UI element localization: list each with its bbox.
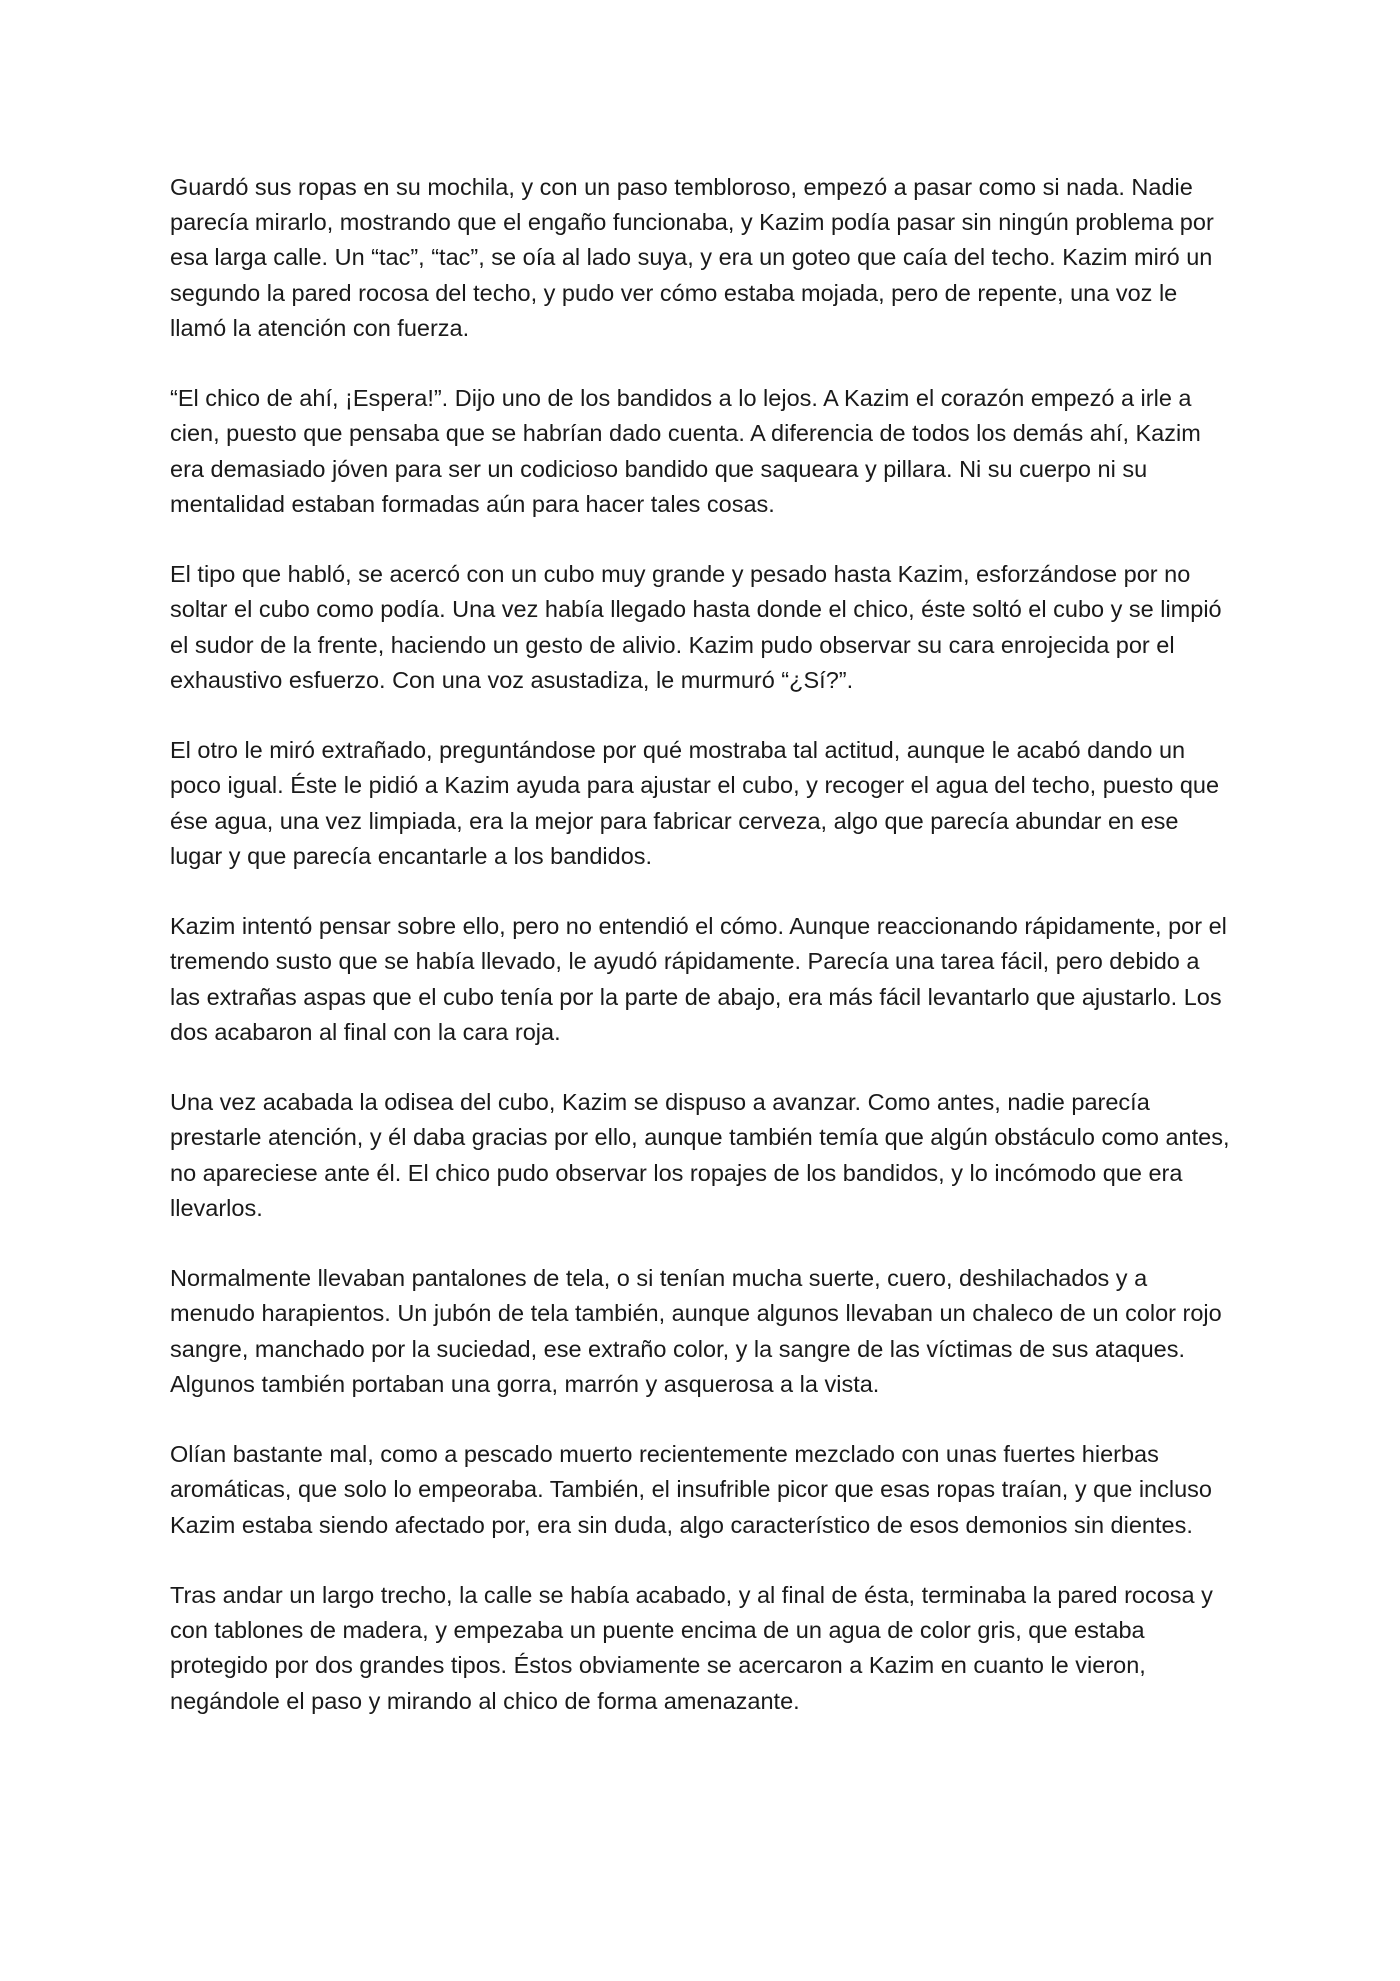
document-body <box>170 170 1235 1719</box>
paragraph: El tipo que habló, se acercó con un cubo muy grande y pesado hasta Kazim, esforzándose por no soltar el cubo como podía. Una vez había llegado hasta donde el chico, éste soltó el cubo y se limpió el sudor de la frente, haciendo un gesto de alivio. Kazim pudo observar su cara enrojecida por el exhaustivo esfuerzo. Con una voz asustadiza, le murmuró “¿Sí?”. <box>170 561 1222 693</box>
paragraph: “El chico de ahí, ¡Espera!”. Dijo uno de los bandidos a lo lejos. A Kazim el corazón empezó a irle a cien, puesto que pensaba que se habrían dado cuenta. A diferencia de todos los demás ahí, Kazim era demasiado jóven para ser un codicioso bandido que saqueara y pillara. Ni su cuerpo ni su mentalidad estaban formadas aún para hacer tales cosas. <box>170 385 1201 517</box>
paragraph: Tras andar un largo trecho, la calle se había acabado, y al final de ésta, terminaba la pared rocosa y con tablones de madera, y empezaba un puente encima de un agua de color gris, que estaba protegido por dos grandes tipos. Éstos obviamente se acercaron a Kazim en cuanto le vieron, negándole el paso y mirando al chico de forma amenazante. <box>170 1582 1213 1714</box>
paragraph: Olían bastante mal, como a pescado muerto recientemente mezclado con unas fuertes hierbas aromáticas, que solo lo empeoraba. También, el insufrible picor que esas ropas traían, y que incluso Kazim estaba siendo afectado por, era sin duda, algo característico de esos demonios sin dientes. <box>170 1441 1212 1538</box>
paragraph: Normalmente llevaban pantalones de tela, o si tenían mucha suerte, cuero, deshilachados y a menudo harapientos. Un jubón de tela también, aunque algunos llevaban un chaleco de un color rojo sangre, manchado por la suciedad, ese extraño color, y la sangre de las víctimas de sus ataques. Algunos también portaban una gorra, marrón y asquerosa a la vista. <box>170 1265 1222 1397</box>
paragraph: Una vez acabada la odisea del cubo, Kazim se dispuso a avanzar. Como antes, nadie parecía prestarle atención, y él daba gracias por ello, aunque también temía que algún obstáculo como antes, no apareciese ante él. El chico pudo observar los ropajes de los bandidos, y lo incómodo que era llevarlos. <box>170 1089 1230 1221</box>
paragraph: El otro le miró extrañado, preguntándose por qué mostraba tal actitud, aunque le acabó dando un poco igual. Éste le pidió a Kazim ayuda para ajustar el cubo, y recoger el agua del techo, puesto que ése agua, una vez limpiada, era la mejor para fabricar cerveza, algo que parecía abundar en ese lugar y que parecía encantarle a los bandidos. <box>170 737 1220 869</box>
paragraph: Guardó sus ropas en su mochila, y con un paso tembloroso, empezó a pasar como si nada. Nadie parecía mirarlo, mostrando que el engaño funcionaba, y Kazim podía pasar sin ningún problema por esa larga calle. Un “tac”, “tac”, se oía al lado suya, y era un goteo que caía del techo. Kazim miró un segundo la pared rocosa del techo, y pudo ver cómo estaba mojada, pero de repente, una voz le llamó la atención con fuerza. <box>170 174 1214 341</box>
paragraph: Kazim intentó pensar sobre ello, pero no entendió el cómo. Aunque reaccionando rápidamente, por el tremendo susto que se había llevado, le ayudó rápidamente. Parecía una tarea fácil, pero debido a las extrañas aspas que el cubo tenía por la parte de abajo, era más fácil levantarlo que ajustarlo. Los dos acabaron al final con la cara roja. <box>170 913 1227 1045</box>
